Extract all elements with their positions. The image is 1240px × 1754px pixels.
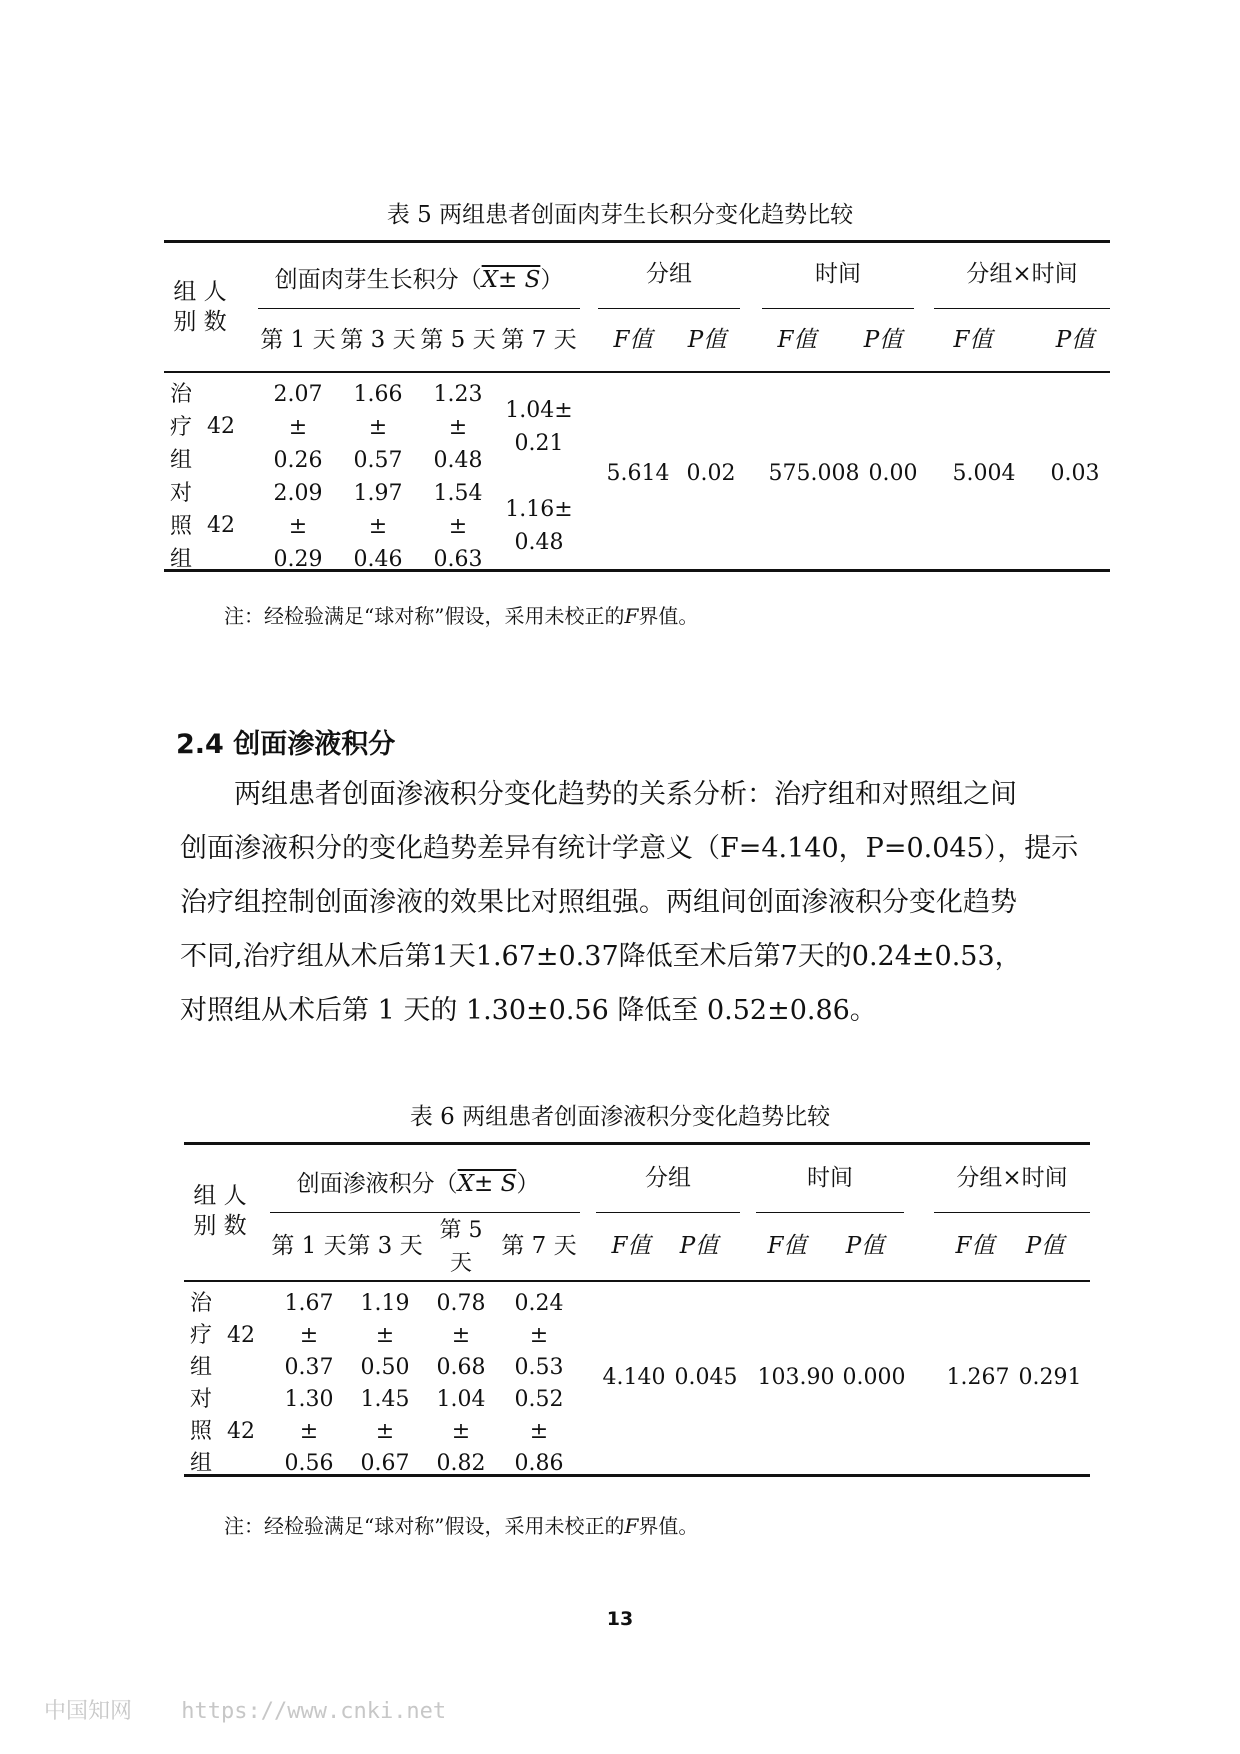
table5-score-rule bbox=[258, 308, 580, 309]
table5-group-f-label: F值 bbox=[613, 327, 653, 353]
table5-interaction-header: 分组×时间 bbox=[966, 261, 1078, 287]
value: 0.26 bbox=[273, 448, 323, 473]
table5-time-p-label: P值 bbox=[863, 327, 903, 353]
table-row bbox=[190, 1384, 212, 1480]
value: 2.07 bbox=[273, 382, 323, 407]
table5-top-rule bbox=[164, 240, 1110, 243]
table5-note bbox=[224, 600, 698, 629]
value: 2.09 bbox=[273, 481, 323, 506]
table6-grouping-header: 分组 bbox=[645, 1165, 691, 1191]
table5-time-p: 0.00 bbox=[868, 461, 918, 486]
table5-row1-group-char: 组 bbox=[170, 448, 193, 473]
value: 0.29 bbox=[273, 547, 323, 572]
value: 0.82 bbox=[436, 1451, 486, 1476]
table5-row2-group-char: 对 bbox=[170, 481, 193, 506]
value: ± bbox=[288, 415, 308, 440]
table5-row1-day5 bbox=[418, 378, 498, 477]
table6-row1-group-char: 疗 bbox=[190, 1323, 213, 1348]
table5-group-f: 5.614 bbox=[606, 461, 670, 486]
value: 0.46 bbox=[353, 547, 403, 572]
table-row bbox=[170, 477, 192, 576]
table5-caption: 表 5 两组患者创面肉芽生长积分变化趋势比较 bbox=[386, 202, 854, 228]
table6-group-label-1: 组 人 bbox=[193, 1183, 247, 1209]
table6-score-rule bbox=[270, 1212, 580, 1213]
table5-day3-header: 第 3 天 bbox=[340, 327, 416, 353]
section-line-5: 对照组从术后第 1 天的 1.30±0.56 降低至 0.52±0.86。 bbox=[180, 995, 877, 1026]
table6-int-f-label: F值 bbox=[955, 1233, 995, 1259]
value: 0.37 bbox=[284, 1355, 334, 1380]
value: ± bbox=[368, 514, 388, 539]
table5-group-p-label: P值 bbox=[687, 327, 727, 353]
table-row bbox=[190, 1288, 212, 1384]
value: 0.48 bbox=[514, 530, 564, 555]
table6-note bbox=[224, 1510, 698, 1539]
table6-int-rule bbox=[934, 1212, 1090, 1213]
table6-row2-day5 bbox=[424, 1384, 498, 1480]
table6-group-rule bbox=[596, 1212, 740, 1213]
value: 1.45 bbox=[360, 1387, 410, 1412]
section-line-4: 不同,治疗组从术后第1天1.67±0.37降低至术后第7天的0.24±0.53， bbox=[180, 941, 1022, 972]
section-heading: 2.4 创面渗液积分 bbox=[176, 729, 396, 760]
table6-day5-header bbox=[424, 1214, 498, 1280]
table5-int-p: 0.03 bbox=[1050, 461, 1100, 486]
watermark-url: https://www.cnki.net bbox=[181, 1699, 447, 1724]
table6-row2-day1 bbox=[270, 1384, 348, 1480]
table5-time-f-label: F值 bbox=[777, 327, 817, 353]
value: 0.78 bbox=[436, 1291, 486, 1316]
table6-time-rule bbox=[756, 1212, 904, 1213]
table5-row1-day3 bbox=[338, 378, 418, 477]
table5-row1-day7 bbox=[498, 394, 580, 460]
table5-time-rule bbox=[762, 308, 914, 309]
value: ± bbox=[288, 514, 308, 539]
table6-note-suffix: 界值。 bbox=[638, 1514, 699, 1538]
table5-day5-header: 第 5 天 bbox=[420, 327, 496, 353]
value: 0.86 bbox=[514, 1451, 564, 1476]
table6-row1-group-char: 治 bbox=[190, 1291, 213, 1316]
value: 0.24 bbox=[514, 1291, 564, 1316]
table5-group-label-1: 组 人 bbox=[173, 279, 227, 305]
table5-group-rule bbox=[598, 308, 740, 309]
table6-time-p: 0.000 bbox=[842, 1365, 906, 1390]
table6-group-f: 4.140 bbox=[602, 1365, 666, 1390]
table5-row2-group-char: 照 bbox=[170, 514, 193, 539]
table5-row2-group-char: 组 bbox=[170, 547, 193, 572]
value: ± bbox=[368, 415, 388, 440]
value: ± bbox=[448, 514, 468, 539]
watermark-brand: 中国知网 bbox=[44, 1699, 133, 1724]
value: ± bbox=[375, 1323, 395, 1348]
table6-row1-day5 bbox=[424, 1288, 498, 1384]
table5-int-rule bbox=[934, 308, 1110, 309]
section-line-2: 创面渗液积分的变化趋势差异有统计学意义（F=4.140，P=0.045），提示 bbox=[180, 833, 1079, 864]
value: 0.53 bbox=[514, 1355, 564, 1380]
table6-int-p-label: P值 bbox=[1025, 1233, 1065, 1259]
value: 0.50 bbox=[360, 1355, 410, 1380]
table5-row2-day5 bbox=[418, 477, 498, 576]
table6-row1-day1 bbox=[270, 1288, 348, 1384]
table6-day5-header-b: 天 bbox=[449, 1251, 472, 1276]
table5-row1-group-char: 疗 bbox=[170, 415, 193, 440]
table6-row1-day7 bbox=[498, 1288, 580, 1384]
value: 1.30 bbox=[284, 1387, 334, 1412]
value: ± bbox=[529, 1419, 549, 1444]
table5-int-p-label: P值 bbox=[1055, 327, 1095, 353]
table5-group-label-2: 别 数 bbox=[173, 309, 227, 335]
value: 1.19 bbox=[360, 1291, 410, 1316]
table5-score-formula: X± S bbox=[481, 267, 541, 293]
value: ± bbox=[448, 415, 468, 440]
table5-note-prefix: 注：经检验满足“球对称”假设，采用未校正的 bbox=[224, 604, 625, 628]
table6-note-f: F bbox=[624, 1514, 639, 1538]
table6-int-p: 0.291 bbox=[1018, 1365, 1082, 1390]
table6-note-prefix: 注：经检验满足“球对称”假设，采用未校正的 bbox=[224, 1514, 625, 1538]
value: 1.66 bbox=[353, 382, 403, 407]
value: 0.67 bbox=[360, 1451, 410, 1476]
table5-score-title: 创面肉芽生长积分（ bbox=[274, 267, 482, 293]
table6-score-close: ） bbox=[516, 1171, 540, 1197]
value: 0.68 bbox=[436, 1355, 486, 1380]
table5-row2-n: 42 bbox=[207, 513, 235, 538]
table6-row2-n: 42 bbox=[227, 1419, 255, 1444]
value: 1.16± bbox=[505, 497, 573, 522]
table6-caption: 表 6 两组患者创面渗液积分变化趋势比较 bbox=[409, 1104, 831, 1130]
table6-top-rule bbox=[184, 1142, 1090, 1145]
table5-time-header: 时间 bbox=[815, 261, 861, 287]
value: ± bbox=[451, 1419, 471, 1444]
table6-row2-group-char: 组 bbox=[190, 1451, 213, 1476]
table6-day7-header: 第 7 天 bbox=[501, 1233, 577, 1259]
table6-row2-group-char: 对 bbox=[190, 1387, 213, 1412]
table6-score-formula: X± S bbox=[457, 1171, 517, 1197]
table6-time-p-label: P值 bbox=[845, 1233, 885, 1259]
value: ± bbox=[299, 1419, 319, 1444]
table5-row1-day1 bbox=[258, 378, 338, 477]
table5-int-f-label: F值 bbox=[953, 327, 993, 353]
value: ± bbox=[375, 1419, 395, 1444]
table6-int-f: 1.267 bbox=[946, 1365, 1010, 1390]
table6-row2-day3 bbox=[346, 1384, 424, 1480]
table6-header-rule bbox=[184, 1280, 1090, 1282]
page-number: 13 bbox=[606, 1608, 634, 1630]
table5-row2-day7 bbox=[498, 493, 580, 559]
section-line-1: 两组患者创面渗液积分变化趋势的关系分析：治疗组和对照组之间 bbox=[180, 779, 1017, 810]
table6-score-header bbox=[270, 1168, 566, 1200]
value: 1.54 bbox=[433, 481, 483, 506]
table6-group-p: 0.045 bbox=[674, 1365, 738, 1390]
value: 0.48 bbox=[433, 448, 483, 473]
value: 0.63 bbox=[433, 547, 483, 572]
table5-row2-day3 bbox=[338, 477, 418, 576]
table5-header-rule bbox=[164, 371, 1110, 373]
table6-row1-day3 bbox=[346, 1288, 424, 1384]
table5-note-f: F bbox=[624, 604, 639, 628]
table5-day1-header: 第 1 天 bbox=[260, 327, 336, 353]
value: 1.67 bbox=[284, 1291, 334, 1316]
table5-score-header bbox=[258, 264, 580, 296]
table6-day5-header-a: 第 5 bbox=[439, 1218, 483, 1243]
table6-group-p-label: P值 bbox=[679, 1233, 719, 1259]
table5-note-suffix: 界值。 bbox=[638, 604, 699, 628]
value: 1.23 bbox=[433, 382, 483, 407]
table6-group-label-2: 别 数 bbox=[193, 1213, 247, 1239]
table6-score-title: 创面渗液积分（ bbox=[296, 1171, 458, 1197]
watermark bbox=[44, 1694, 446, 1725]
value: 0.57 bbox=[353, 448, 403, 473]
table5-group-p: 0.02 bbox=[686, 461, 736, 486]
table5-time-f: 575.008 bbox=[768, 461, 860, 486]
value: 0.56 bbox=[284, 1451, 334, 1476]
value: 1.04± bbox=[505, 398, 573, 423]
table5-row1-n: 42 bbox=[207, 414, 235, 439]
table-row bbox=[170, 378, 192, 477]
table6-row1-group-char: 组 bbox=[190, 1355, 213, 1380]
table5-score-close: ） bbox=[540, 267, 564, 293]
table5-row1-group-char: 治 bbox=[170, 382, 193, 407]
table6-row2-group-char: 照 bbox=[190, 1419, 213, 1444]
table6-time-f: 103.90 bbox=[757, 1365, 835, 1390]
value: 1.97 bbox=[353, 481, 403, 506]
table6-row2-day7 bbox=[498, 1384, 580, 1480]
value: 1.04 bbox=[436, 1387, 486, 1412]
table6-time-f-label: F值 bbox=[767, 1233, 807, 1259]
value: 0.21 bbox=[514, 431, 564, 456]
table6-row1-n: 42 bbox=[227, 1323, 255, 1348]
table5-int-f: 5.004 bbox=[952, 461, 1016, 486]
table6-time-header: 时间 bbox=[807, 1165, 853, 1191]
value: ± bbox=[299, 1323, 319, 1348]
table5-row2-day1 bbox=[258, 477, 338, 576]
table6-interaction-header: 分组×时间 bbox=[956, 1165, 1068, 1191]
table5-day7-header: 第 7 天 bbox=[501, 327, 577, 353]
table6-day1-header: 第 1 天 bbox=[271, 1233, 347, 1259]
value: ± bbox=[529, 1323, 549, 1348]
table6-day3-header: 第 3 天 bbox=[347, 1233, 423, 1259]
value: ± bbox=[451, 1323, 471, 1348]
value: 0.52 bbox=[514, 1387, 564, 1412]
section-line-3: 治疗组控制创面渗液的效果比对照组强。两组间创面渗液积分变化趋势 bbox=[180, 887, 1017, 918]
table5-grouping-header: 分组 bbox=[646, 261, 692, 287]
table6-group-f-label: F值 bbox=[611, 1233, 651, 1259]
